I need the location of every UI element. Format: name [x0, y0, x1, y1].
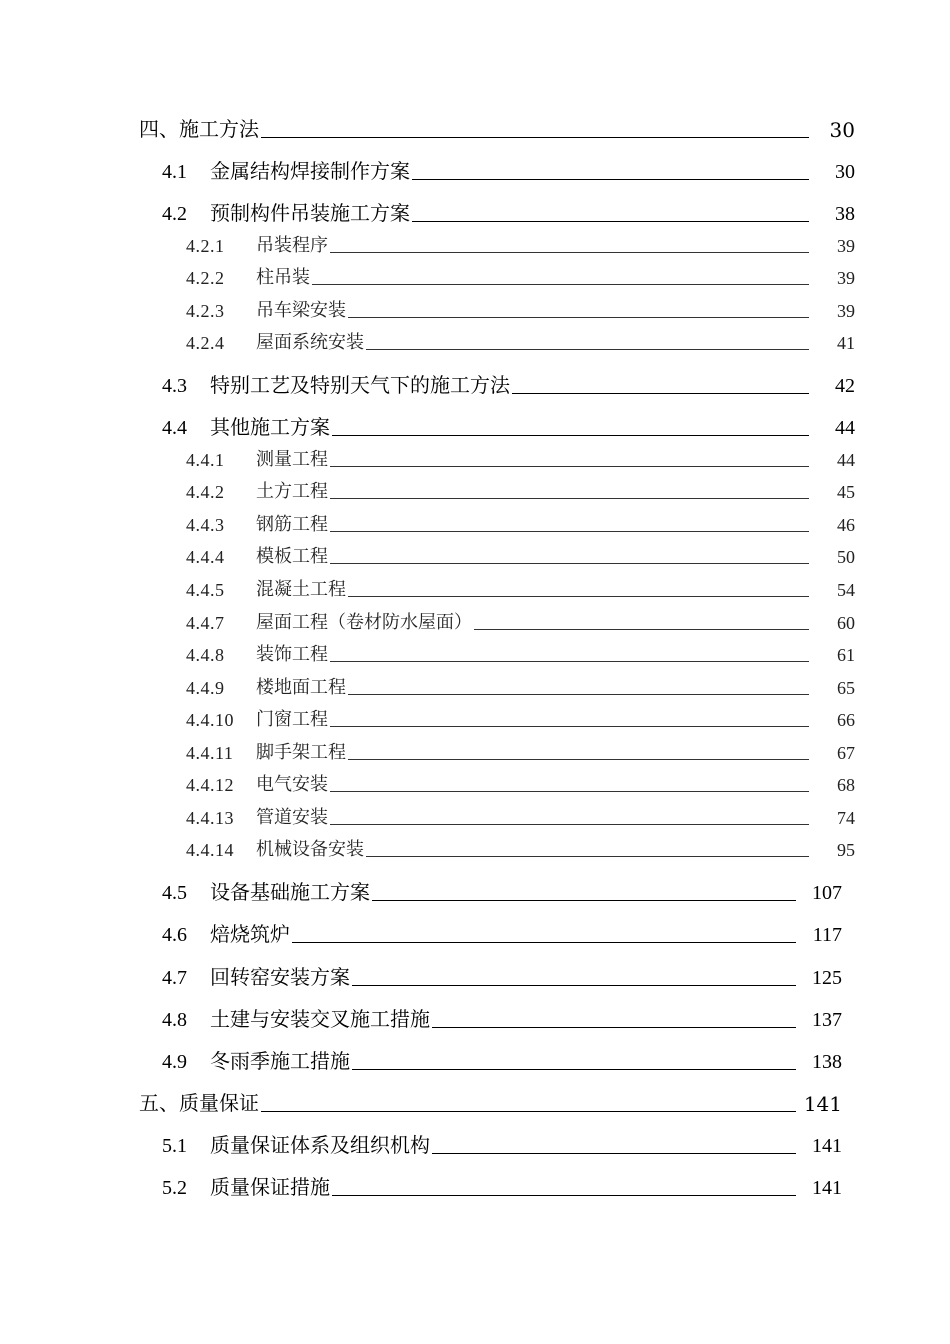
toc-entry[interactable]: [186, 263, 855, 289]
toc-leader-line: [366, 856, 809, 857]
toc-leader-line: [261, 137, 809, 138]
toc-entry-number: 4.8: [162, 1009, 187, 1031]
toc-entry[interactable]: [186, 803, 855, 829]
toc-entry-page-number: 65: [837, 678, 855, 698]
toc-entry-page-number: 141: [803, 1092, 842, 1116]
toc-entry-number: 4.9: [162, 1051, 187, 1073]
toc-entry-page-number: 54: [837, 580, 855, 600]
toc-entry-title: 回转窑安装方案: [210, 965, 350, 989]
toc-entry-title: 焙烧筑炉: [210, 922, 290, 946]
toc-entry[interactable]: [186, 328, 855, 354]
toc-entry-page-number: 125: [812, 967, 842, 989]
toc-entry-number: 4.2.2: [186, 268, 225, 288]
toc-entry[interactable]: [139, 114, 855, 142]
toc-entry[interactable]: [186, 705, 855, 731]
toc-leader-line: [332, 435, 809, 436]
toc-entry[interactable]: [162, 412, 855, 440]
toc-entry[interactable]: [162, 877, 842, 905]
toc-leader-line: [330, 252, 809, 253]
toc-entry-page-number: 44: [835, 417, 855, 439]
toc-entry[interactable]: [186, 608, 855, 634]
toc-leader-line: [348, 759, 809, 760]
toc-leader-line: [512, 393, 809, 394]
toc-entry-title: 混凝土工程: [256, 579, 346, 600]
toc-leader-line: [332, 1195, 796, 1196]
toc-entry-page-number: 50: [837, 547, 855, 567]
toc-leader-line: [366, 349, 809, 350]
toc-entry-number: 4.1: [162, 161, 187, 183]
toc-entry[interactable]: [162, 198, 855, 226]
toc-entry-page-number: 74: [837, 808, 855, 828]
toc-leader-line: [432, 1027, 796, 1028]
toc-entry-title: 四、施工方法: [139, 117, 259, 141]
toc-entry-title: 屋面工程（卷材防水屋面）: [256, 612, 472, 633]
toc-leader-line: [474, 629, 809, 630]
toc-entry[interactable]: [186, 510, 855, 536]
toc-entry[interactable]: [139, 1088, 842, 1116]
toc-entry-page-number: 39: [837, 301, 855, 321]
toc-entry[interactable]: [162, 156, 855, 184]
toc-leader-line: [330, 791, 809, 792]
toc-entry[interactable]: [186, 770, 855, 796]
toc-entry[interactable]: [186, 738, 855, 764]
toc-entry-title: 楼地面工程: [256, 677, 346, 698]
toc-entry[interactable]: [162, 1046, 842, 1074]
toc-entry-number: 5.2: [162, 1177, 187, 1199]
toc-entry-title: 柱吊装: [256, 267, 310, 288]
toc-leader-line: [412, 221, 809, 222]
toc-leader-line: [348, 694, 809, 695]
toc-entry-page-number: 95: [837, 840, 855, 860]
toc-entry-page-number: 141: [812, 1177, 842, 1199]
toc-entry-title: 测量工程: [256, 449, 328, 470]
toc-entry-page-number: 45: [837, 482, 855, 502]
toc-entry-title: 机械设备安装: [256, 839, 364, 860]
toc-entry-page-number: 39: [837, 236, 855, 256]
toc-leader-line: [352, 985, 796, 986]
toc-entry-title: 质量保证体系及组织机构: [210, 1133, 430, 1157]
toc-entry-page-number: 117: [812, 924, 842, 946]
toc-entry-title: 土方工程: [256, 481, 328, 502]
toc-entry-number: 4.7: [162, 967, 187, 989]
toc-leader-line: [352, 1069, 796, 1070]
toc-leader-line: [330, 726, 809, 727]
toc-entry-page-number: 137: [812, 1009, 842, 1031]
toc-entry[interactable]: [186, 296, 855, 322]
toc-entry-page-number: 107: [812, 882, 842, 904]
toc-leader-line: [330, 531, 809, 532]
toc-leader-line: [292, 942, 796, 943]
toc-entry-title: 电气安装: [256, 774, 328, 795]
toc-entry-number: 4.4.9: [186, 678, 225, 698]
toc-entry-number: 4.4.12: [186, 775, 234, 795]
toc-leader-line: [348, 317, 809, 318]
toc-entry-page-number: 30: [835, 161, 855, 183]
toc-entry[interactable]: [186, 640, 855, 666]
toc-entry[interactable]: [162, 962, 842, 990]
toc-entry[interactable]: [186, 231, 855, 257]
toc-entry[interactable]: [186, 542, 855, 568]
toc-entry-title: 特别工艺及特别天气下的施工方法: [210, 373, 510, 397]
toc-entry-page-number: 46: [837, 515, 855, 535]
toc-entry-number: 4.2.1: [186, 236, 225, 256]
toc-leader-line: [412, 179, 809, 180]
toc-entry-number: 4.4.3: [186, 515, 225, 535]
toc-entry-number: 4.4.10: [186, 710, 234, 730]
toc-entry-page-number: 41: [837, 333, 855, 353]
toc-entry-title: 门窗工程: [256, 709, 328, 730]
toc-entry-title: 五、质量保证: [139, 1091, 259, 1115]
toc-entry-number: 4.5: [162, 882, 187, 904]
toc-entry-title: 其他施工方案: [210, 415, 330, 439]
toc-entry[interactable]: [186, 445, 855, 471]
toc-entry[interactable]: [162, 1172, 842, 1200]
toc-entry-title: 质量保证措施: [210, 1175, 330, 1199]
toc-entry-title: 钢筋工程: [256, 514, 328, 535]
toc-entry[interactable]: [162, 919, 842, 947]
toc-entry-title: 屋面系统安装: [256, 332, 364, 353]
toc-entry-page-number: 30: [829, 118, 855, 142]
toc-entry[interactable]: [186, 477, 855, 503]
toc-leader-line: [330, 466, 809, 467]
toc-entry-page-number: 60: [837, 613, 855, 633]
toc-entry-number: 4.4: [162, 417, 187, 439]
toc-entry[interactable]: [186, 575, 855, 601]
toc-leader-line: [330, 824, 809, 825]
toc-entry[interactable]: [162, 1004, 842, 1032]
toc-entry[interactable]: [186, 835, 855, 861]
toc-entry-page-number: 38: [835, 203, 855, 225]
toc-leader-line: [261, 1111, 796, 1112]
toc-leader-line: [330, 498, 809, 499]
toc-entry-number: 4.3: [162, 375, 187, 397]
toc-entry-number: 4.4.8: [186, 645, 225, 665]
toc-entry-title: 吊装程序: [256, 235, 328, 256]
toc-entry-title: 土建与安装交叉施工措施: [210, 1007, 430, 1031]
toc-entry-number: 4.4.13: [186, 808, 234, 828]
toc-entry-title: 吊车梁安装: [256, 300, 346, 321]
toc-leader-line: [348, 596, 809, 597]
toc-entry-page-number: 68: [837, 775, 855, 795]
toc-entry-page-number: 44: [837, 450, 855, 470]
toc-entry[interactable]: [162, 1130, 842, 1158]
toc-leader-line: [330, 563, 809, 564]
toc-entry-number: 4.2.4: [186, 333, 225, 353]
toc-entry-title: 金属结构焊接制作方案: [210, 159, 410, 183]
toc-entry-page-number: 39: [837, 268, 855, 288]
toc-entry-page-number: 42: [835, 375, 855, 397]
toc-entry-number: 4.2: [162, 203, 187, 225]
toc-entry-number: 4.4.5: [186, 580, 225, 600]
toc-entry-number: 4.4.7: [186, 613, 225, 633]
toc-entry-page-number: 66: [837, 710, 855, 730]
toc-entry-number: 4.4.11: [186, 743, 234, 763]
toc-entry[interactable]: [162, 370, 855, 398]
toc-entry-page-number: 138: [812, 1051, 842, 1073]
toc-entry-number: 4.4.14: [186, 840, 234, 860]
toc-entry-page-number: 141: [812, 1135, 842, 1157]
toc-entry-title: 装饰工程: [256, 644, 328, 665]
toc-entry-title: 模板工程: [256, 546, 328, 567]
toc-entry-number: 4.4.2: [186, 482, 225, 502]
toc-entry-title: 管道安装: [256, 807, 328, 828]
toc-leader-line: [312, 284, 809, 285]
toc-entry-number: 4.4.4: [186, 547, 225, 567]
toc-entry-number: 5.1: [162, 1135, 187, 1157]
toc-entry-title: 冬雨季施工措施: [210, 1049, 350, 1073]
toc-entry-number: 4.2.3: [186, 301, 225, 321]
toc-entry-page-number: 61: [837, 645, 855, 665]
toc-leader-line: [372, 900, 796, 901]
toc-entry-page-number: 67: [837, 743, 855, 763]
toc-leader-line: [330, 661, 809, 662]
toc-entry-title: 预制构件吊装施工方案: [210, 201, 410, 225]
toc-leader-line: [432, 1153, 796, 1154]
toc-entry-title: 脚手架工程: [256, 742, 346, 763]
toc-entry-title: 设备基础施工方案: [210, 880, 370, 904]
toc-entry-number: 4.6: [162, 924, 187, 946]
toc-entry-number: 4.4.1: [186, 450, 225, 470]
toc-entry[interactable]: [186, 673, 855, 699]
